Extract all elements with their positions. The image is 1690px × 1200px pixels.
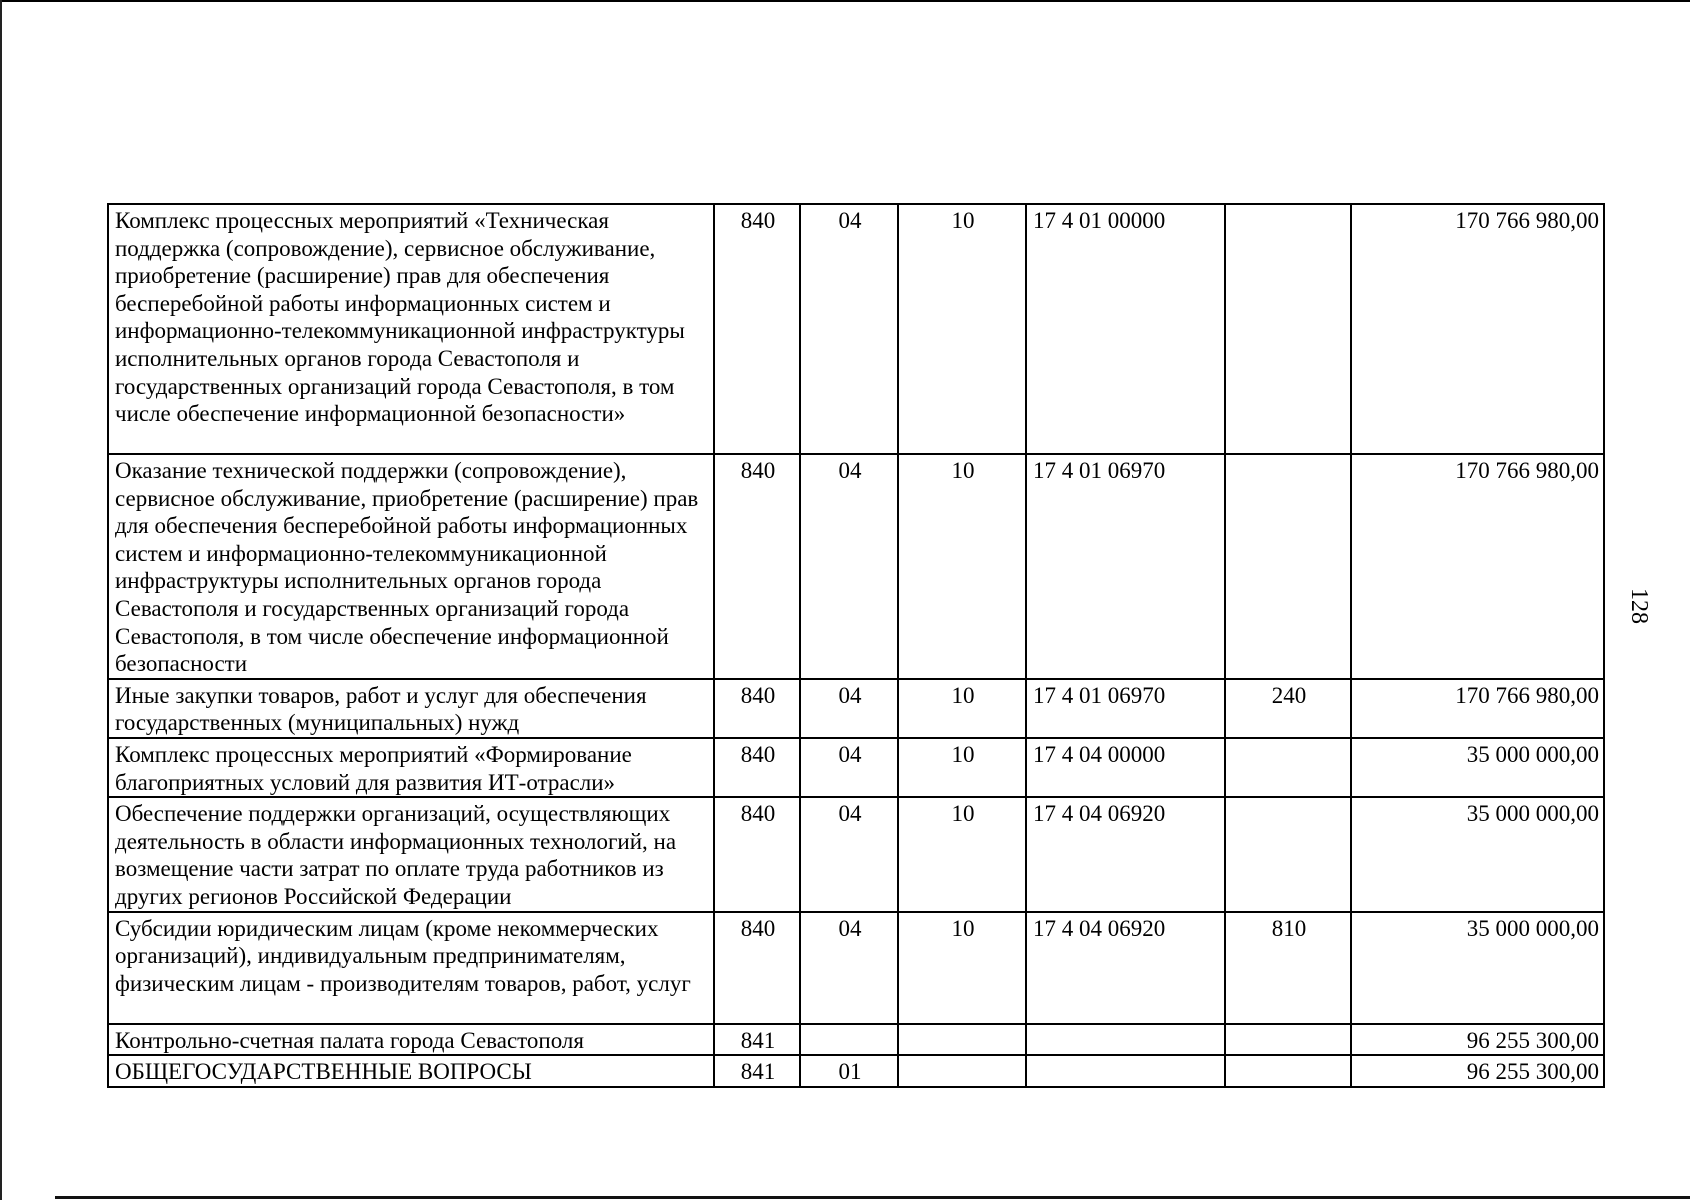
table-row	[108, 738, 1604, 797]
row-name: Контрольно-счетная палата города Севастополя	[108, 1024, 714, 1056]
row-pr: 10	[898, 679, 1026, 738]
row-csr: 17 4 04 06920	[1026, 912, 1225, 1024]
row-name: Комплекс процессных мероприятий «Формирование благоприятных условий для развития ИТ-отрасли»	[108, 738, 714, 797]
budget-table	[107, 203, 1605, 1088]
row-rz: 04	[800, 679, 898, 738]
table-row	[108, 1055, 1604, 1087]
row-rz: 04	[800, 738, 898, 797]
row-pr	[898, 1055, 1026, 1087]
row-name: Комплекс процессных мероприятий «Техническая поддержка (сопровождение), сервисное обслуживание, приобретение (расширение) прав для обеспечения бесперебойной работы информационных систем и информационно-телекоммуникационной инфраструктуры исполнительных органов города Севастополя и государственных организаций города Севастополя, в том числе обеспечение информационной безопасности»	[108, 204, 714, 454]
table-row	[108, 679, 1604, 738]
row-amount: 96 255 300,00	[1351, 1024, 1604, 1056]
row-amount: 170 766 980,00	[1351, 204, 1604, 454]
row-pr: 10	[898, 454, 1026, 679]
row-amount: 35 000 000,00	[1351, 912, 1604, 1024]
row-rz: 04	[800, 797, 898, 911]
table-row	[108, 1024, 1604, 1056]
row-amount: 35 000 000,00	[1351, 738, 1604, 797]
row-csr	[1026, 1055, 1225, 1087]
row-rz	[800, 1024, 898, 1056]
scan-edge-left	[0, 0, 2, 1200]
row-csr	[1026, 1024, 1225, 1056]
row-csr: 17 4 01 06970	[1026, 454, 1225, 679]
row-rz: 01	[800, 1055, 898, 1087]
row-vr	[1225, 797, 1351, 911]
row-vr	[1225, 738, 1351, 797]
row-csr: 17 4 01 00000	[1026, 204, 1225, 454]
row-pr	[898, 1024, 1026, 1056]
row-vr	[1225, 1024, 1351, 1056]
row-pr: 10	[898, 912, 1026, 1024]
table-row	[108, 204, 1604, 454]
row-name: Обеспечение поддержки организаций, осуществляющих деятельность в области информационных технологий, на возмещение части затрат по оплате труда работников из других регионов Российской Федерации	[108, 797, 714, 911]
row-amount: 96 255 300,00	[1351, 1055, 1604, 1087]
table-row	[108, 454, 1604, 679]
row-ved: 840	[714, 738, 800, 797]
row-rz: 04	[800, 204, 898, 454]
row-ved: 840	[714, 797, 800, 911]
row-ved: 841	[714, 1055, 800, 1087]
row-pr: 10	[898, 204, 1026, 454]
row-pr: 10	[898, 797, 1026, 911]
row-amount: 170 766 980,00	[1351, 679, 1604, 738]
row-csr: 17 4 04 06920	[1026, 797, 1225, 911]
row-vr	[1225, 454, 1351, 679]
scan-edge-top	[0, 0, 1690, 2]
scan-edge-bottom	[55, 1196, 1690, 1199]
row-csr: 17 4 01 06970	[1026, 679, 1225, 738]
row-rz: 04	[800, 454, 898, 679]
row-name: Субсидии юридическим лицам (кроме некоммерческих организаций), индивидуальным предпринимателям, физическим лицам - производителям товаров, работ, услуг	[108, 912, 714, 1024]
row-ved: 840	[714, 679, 800, 738]
row-vr	[1225, 204, 1351, 454]
row-vr: 240	[1225, 679, 1351, 738]
row-amount: 170 766 980,00	[1351, 454, 1604, 679]
row-csr: 17 4 04 00000	[1026, 738, 1225, 797]
table-row	[108, 912, 1604, 1024]
row-ved: 840	[714, 454, 800, 679]
row-pr: 10	[898, 738, 1026, 797]
row-ved: 841	[714, 1024, 800, 1056]
row-vr: 810	[1225, 912, 1351, 1024]
row-name: ОБЩЕГОСУДАРСТВЕННЫЕ ВОПРОСЫ	[108, 1055, 714, 1087]
row-ved: 840	[714, 204, 800, 454]
page-number: 128	[1626, 588, 1652, 624]
row-ved: 840	[714, 912, 800, 1024]
table-row	[108, 797, 1604, 911]
row-name: Оказание технической поддержки (сопровождение), сервисное обслуживание, приобретение (расширение) прав для обеспечения бесперебойной работы информационных систем и информационно-телекоммуникационной инфраструктуры исполнительных органов города Севастополя и государственных организаций города Севастополя, в том числе обеспечение информационной безопасности	[108, 454, 714, 679]
row-name: Иные закупки товаров, работ и услуг для обеспечения государственных (муниципальных) нужд	[108, 679, 714, 738]
row-rz: 04	[800, 912, 898, 1024]
row-vr	[1225, 1055, 1351, 1087]
row-amount: 35 000 000,00	[1351, 797, 1604, 911]
